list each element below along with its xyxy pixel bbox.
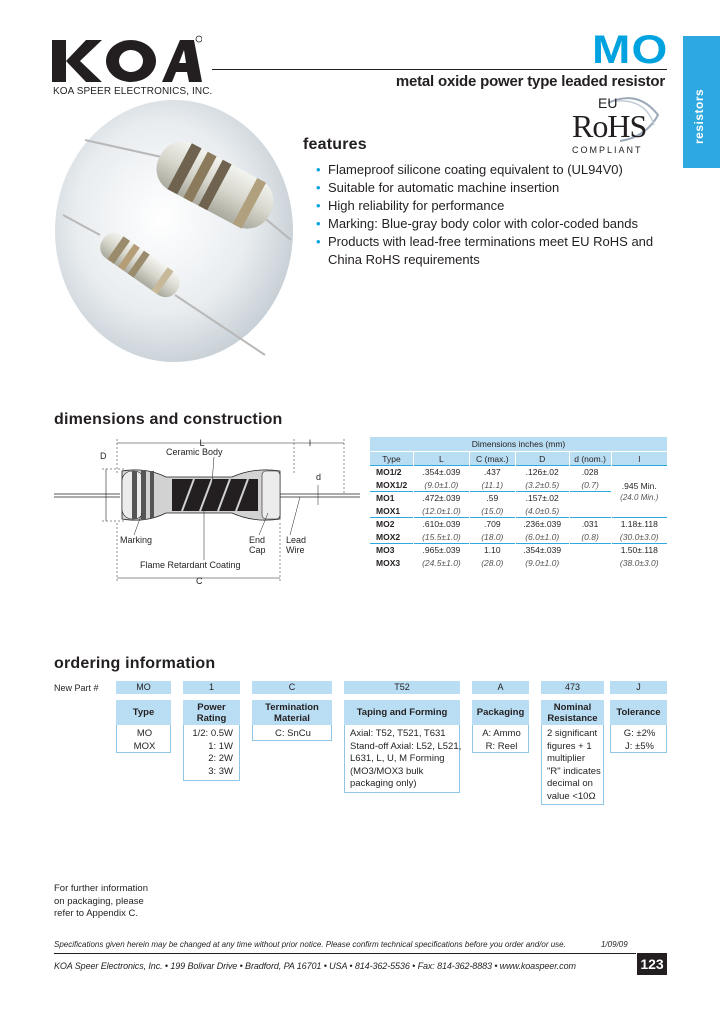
ordering-title: ordering information	[54, 655, 216, 672]
cell: .157±.02	[515, 492, 569, 505]
end-cap-label-1: End	[249, 535, 266, 545]
column-body	[472, 725, 529, 753]
cell: (15.5±1.0)	[413, 531, 469, 544]
cell: (6.0±1.0)	[515, 531, 569, 544]
column-body	[183, 725, 240, 781]
cell: .59	[469, 492, 515, 505]
option-line: figures + 1	[547, 740, 592, 752]
col-header: D	[515, 452, 569, 466]
end-cap-label-2: Cap	[249, 545, 266, 555]
option-line: A: Ammo	[482, 728, 521, 739]
new-part-label: New Part #	[54, 683, 99, 693]
marking-label: Marking	[120, 535, 153, 545]
type-cell: MOX2	[370, 531, 414, 544]
option-line: value <10Ω	[547, 790, 596, 802]
rohs-compliant: COMPLIANT	[572, 145, 643, 155]
dimensions-table	[369, 436, 667, 570]
dim-C: C	[196, 576, 203, 586]
cell: (4.0±0.5)	[515, 505, 569, 518]
cell: (30.0±3.0)	[611, 531, 667, 544]
features-list	[316, 161, 666, 269]
side-tab-label: resistors	[692, 88, 706, 144]
footer-rule	[54, 953, 636, 954]
column-head: Power Rating	[183, 700, 240, 725]
column-head: Packaging	[472, 700, 529, 725]
cell: .437	[469, 466, 515, 479]
cell: .031	[569, 518, 611, 531]
cell: 1.50±.118	[611, 544, 667, 557]
cell: (18.0)	[469, 531, 515, 544]
option-line: MOX	[133, 740, 156, 752]
option-line: 1: 1W	[208, 740, 233, 752]
option-line: C: SnCu	[275, 728, 311, 739]
option-line: 1/2: 0.5W	[192, 728, 233, 739]
cell: (0.8)	[569, 531, 611, 544]
option-line: "R" indicates	[547, 765, 601, 777]
cell-l	[611, 466, 667, 518]
feature-item: • Products with lead-free terminations meet EU RoHS and China RoHS requirements	[316, 233, 666, 269]
type-column	[116, 700, 171, 753]
col-header: C (max.)	[469, 452, 515, 466]
type-cell: MO1/2	[370, 466, 414, 479]
cell: .472±.039	[413, 492, 469, 505]
option-line: Stand-off Axial: L52, L521,	[350, 740, 462, 752]
tolerance-column	[610, 700, 667, 753]
cell: (11.1)	[469, 479, 515, 492]
option-line: Axial: T52, T521, T631	[350, 728, 446, 739]
table-row	[370, 544, 668, 557]
option-line: 2: 2W	[208, 753, 233, 764]
dim-L: L	[199, 438, 205, 448]
cell-l-mm: (24.0 Min.)	[620, 492, 659, 502]
company-name: KOA SPEER ELECTRONICS, INC.	[53, 86, 213, 97]
option-line: J: ±5%	[625, 740, 654, 752]
option-line: L631, L, U, M Forming	[350, 753, 445, 764]
col-header: Type	[370, 452, 414, 466]
note-line: on packaging, please	[54, 895, 144, 907]
type-cell: MO1	[370, 492, 414, 505]
column-body	[344, 725, 460, 793]
option-line: decimal on	[547, 778, 593, 789]
features-title: features	[303, 136, 367, 153]
cell	[569, 544, 611, 557]
code-power: 1	[183, 681, 240, 694]
cell: (3.2±0.5)	[515, 479, 569, 492]
lead-wire-label-2: Wire	[286, 545, 305, 555]
construction-diagram	[54, 433, 364, 588]
column-head: Taping and Forming	[344, 700, 460, 725]
cell	[569, 505, 611, 518]
note-line: refer to Appendix C.	[54, 908, 138, 919]
dimensions-title: dimensions and construction	[54, 411, 283, 428]
cell: (38.0±3.0)	[611, 557, 667, 570]
product-code: MO	[591, 28, 668, 72]
dim-d: d	[316, 472, 322, 482]
cell: .236±.039	[515, 518, 569, 531]
product-photo	[55, 100, 293, 362]
option-line: G: ±2%	[623, 728, 656, 739]
termination-column	[252, 700, 332, 741]
code-type: MO	[116, 681, 171, 694]
rohs-mark	[568, 95, 663, 157]
option-line: MO	[136, 728, 153, 739]
dim-l: l	[309, 438, 311, 448]
cell: 1.10	[469, 544, 515, 557]
type-cell: MOX1/2	[370, 479, 414, 492]
column-body	[610, 725, 667, 753]
cell: (24.5±1.0)	[413, 557, 469, 570]
feature-item: • Marking: Blue-gray body color with color-coded bands	[316, 215, 666, 233]
table-row	[370, 531, 668, 544]
cell-l-value: .945 Min.	[621, 480, 657, 491]
table-row	[370, 557, 668, 570]
koa-logo	[52, 34, 202, 88]
column-body	[541, 725, 604, 805]
table-caption: Dimensions inches (mm)	[370, 437, 668, 452]
power-column	[183, 700, 240, 781]
col-header: d (nom.)	[569, 452, 611, 466]
cell: 1.18±.118	[611, 518, 667, 531]
option-line: 2 significant	[547, 728, 598, 739]
code-tolerance: J	[610, 681, 667, 694]
page-subtitle: metal oxide power type leaded resistor	[395, 73, 665, 90]
cell: .028	[569, 466, 611, 479]
cell: .610±.039	[413, 518, 469, 531]
lead-wire-label-1: Lead	[286, 535, 307, 545]
packaging-column	[472, 700, 529, 753]
cell: .709	[469, 518, 515, 531]
cell: (12.0±1.0)	[413, 505, 469, 518]
code-taping: T52	[344, 681, 460, 694]
column-head: Tolerance	[610, 700, 667, 725]
feature-item: • Suitable for automatic machine insertion	[316, 179, 666, 197]
type-cell: MOX1	[370, 505, 414, 518]
cell: .354±.039	[515, 544, 569, 557]
feature-item: • Flameproof silicone coating equivalent to (UL94V0)	[316, 161, 666, 179]
option-line: packaging only)	[350, 778, 417, 789]
option-line: R: Reel	[485, 740, 518, 752]
column-head: Type	[116, 700, 171, 725]
resistance-column	[541, 700, 604, 805]
ceramic-body-label: Ceramic Body	[166, 447, 223, 457]
cell: (28.0)	[469, 557, 515, 570]
column-body	[116, 725, 171, 753]
column-head: Termination Material	[252, 700, 332, 725]
side-tab	[683, 36, 720, 168]
col-header: L	[413, 452, 469, 466]
disclaimer: Specifications given herein may be changed at any time without prior notice. Please confirm technical specifications before you order and/or use.	[54, 940, 566, 949]
code-resistance: 473	[541, 681, 604, 694]
code-packaging: A	[472, 681, 529, 694]
flame-coating-label: Flame Retardant Coating	[140, 560, 241, 570]
table-row	[370, 518, 668, 531]
revision-date: 1/09/09	[601, 940, 628, 949]
code-termination: C	[252, 681, 332, 694]
note-line: For further information	[54, 883, 148, 894]
rohs-label: RoHS	[572, 108, 647, 144]
option-line: (MO3/MOX3 bulk	[350, 765, 424, 777]
footer-address: KOA Speer Electronics, Inc. • 199 Bolivar Drive • Bradford, PA 16701 • USA • 814-362-5536 • Fax: 814-362-8883 • www.koaspeer.com	[54, 961, 576, 971]
page-number: 123	[637, 953, 667, 975]
cell: (9.0±1.0)	[413, 479, 469, 492]
cell: (15.0)	[469, 505, 515, 518]
type-cell: MO3	[370, 544, 414, 557]
col-header: l	[611, 452, 667, 466]
rohs-eu: EU	[598, 95, 618, 111]
cell	[569, 557, 611, 570]
type-cell: MOX3	[370, 557, 414, 570]
cell: .126±.02	[515, 466, 569, 479]
option-line: multiplier	[547, 753, 586, 764]
option-line: 3: 3W	[208, 765, 233, 777]
taping-column	[344, 700, 460, 793]
cell	[569, 492, 611, 505]
column-body	[252, 725, 332, 741]
dim-D: D	[100, 451, 107, 461]
packaging-note	[54, 883, 148, 921]
type-cell: MO2	[370, 518, 414, 531]
feature-item: • High reliability for performance	[316, 197, 666, 215]
column-head: Nominal Resistance	[541, 700, 604, 725]
cell: (9.0±1.0)	[515, 557, 569, 570]
cell: .354±.039	[413, 466, 469, 479]
table-row	[370, 466, 668, 479]
cell: .965±.039	[413, 544, 469, 557]
cell: (0.7)	[569, 479, 611, 492]
